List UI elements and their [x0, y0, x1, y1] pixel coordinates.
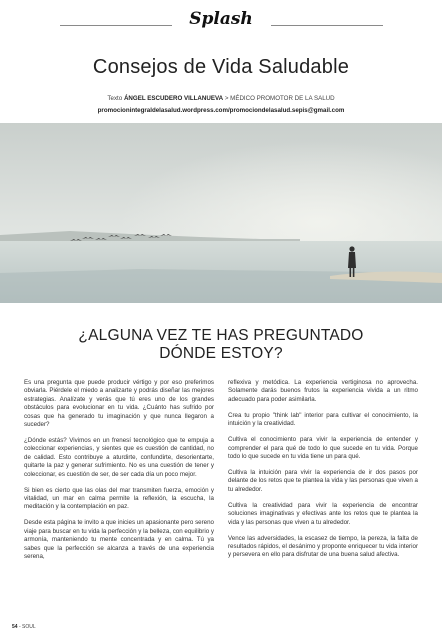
author-role: MÉDICO PROMOTOR DE LA SALUD — [230, 95, 335, 102]
byline-prefix: Texto — [107, 95, 123, 102]
page-number: 54 — [12, 624, 18, 630]
magazine-name: SOUL — [22, 624, 36, 630]
body-paragraph: Cultiva la intuición para vivir la experiencia de ir dos pasos por delante de los retos que te plantea la vida y las personas que viven a tu alrededor. — [228, 469, 418, 493]
footer-separator: - — [18, 624, 21, 630]
seascape-photo — [0, 123, 442, 303]
body-paragraph: ¿Dónde estás? Vivimos en un frenesí tecnológico que te empuja a coleccionar experiencias, y sientes que es cuestión de cantidad, no de calidad. Esto contribuye a aturdirte, confundirte, desorientarte, quitarte la paz y generar sufrimiento. No es una cuestión de tener y coleccionar, es cuestión de ser, de ser cada día un poco mejor. — [24, 437, 214, 478]
body-column-left — [24, 379, 214, 569]
body-paragraph: Desde esta página te invito a que inicies un apasionante pero sereno viaje para buscar en tu vida la perfección y la belleza, con equilibrio y armonía, manteniendo tu mente concentrada y en calma. Tú ya sabes que la perfección se alcanza a través de una experiencia serena, — [24, 519, 214, 561]
headline-line-2: DÓNDE ESTOY? — [159, 345, 283, 362]
section-logo: Splash — [189, 9, 253, 29]
body-paragraph: reflexiva y metódica. La experiencia vertiginosa no aprovecha. Solamente darás buenos frutos la experiencia vivida a un ritmo adecuado para poder asimilarla. — [228, 379, 418, 403]
body-paragraph: Vence las adversidades, la escasez de tiempo, la pereza, la falta de resultados rápidos, el desánimo y proponte enriquecer tu vida interior y persevera en ello para disfrutar de una buena salud afectiva. — [228, 534, 418, 559]
body-paragraph: Cultiva la creatividad para vivir la experiencia de encontrar soluciones imaginativas y efectivas ante los retos que te plantea la vida y las personas que viven a tu alrededor. — [228, 501, 418, 526]
headline-line-1: ¿ALGUNA VEZ TE HAS PREGUNTADO — [78, 327, 364, 344]
section-headline — [0, 327, 442, 363]
body-paragraph: Cultiva el conocimiento para vivir la experiencia de entender y comprender el para qué de todo lo que sucede en tu vida. Porque todo lo que sucede en tu vida tiene un para qué. — [228, 436, 418, 461]
header-rule-right — [271, 25, 383, 26]
body-paragraph: Crea tu propio "think lab" interior para cultivar el conocimiento, la intuición y la creatividad. — [228, 411, 418, 428]
body-column-right — [228, 379, 418, 567]
author-name: ÁNGEL ESCUDERO VILLANUEVA — [123, 95, 224, 102]
byline-separator: > — [224, 95, 229, 102]
body-paragraph: Es una pregunta que puede producir vértigo y por eso preferimos obviarla. Piérdele el miedo a analizarte y podrás diseñar las mejores estrategias. Analízate y verás que tú eres uno de los grandes obstáculos para evolucionar en tu vida. ¿Cuánto has sufrido por cosas que ha generado tu imaginación y que nunca llegaron a suceder? — [24, 379, 214, 429]
page-footer — [12, 624, 36, 630]
byline — [0, 95, 442, 102]
contact-links: promocionintegraldelasalud.wordpress.com/promociondelasalud.sepis@gmail.com — [97, 107, 345, 114]
body-paragraph: Si bien es cierto que las olas del mar transmiten fuerza, emoción y vitalidad, un mar en calma permite la reflexión, la escucha, la meditación y la contemplación en paz. — [24, 486, 214, 511]
article-title: Consejos de Vida Saludable — [92, 56, 350, 78]
